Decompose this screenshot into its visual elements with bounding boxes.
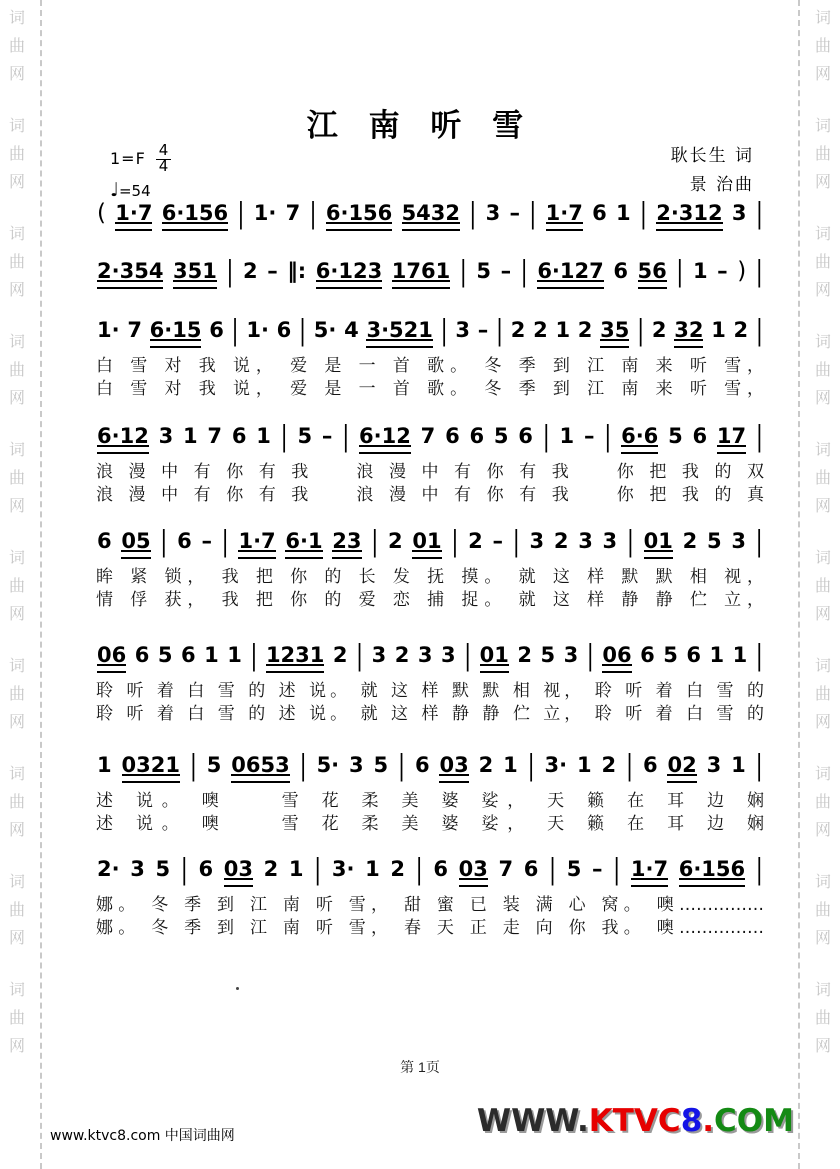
- barline: |: [464, 638, 472, 672]
- note-token: 6: [523, 857, 539, 881]
- note-token: 6: [180, 643, 196, 667]
- barline: |: [639, 196, 647, 230]
- watermark-char: 曲: [8, 684, 25, 703]
- note-token: 6: [276, 318, 292, 342]
- note-token: 3: [529, 529, 545, 553]
- note-token: 3: [578, 529, 593, 553]
- note-token: 5: [663, 643, 678, 667]
- barline: |: [231, 313, 239, 347]
- note-token: 5: [373, 753, 389, 777]
- barline: |: [299, 313, 307, 347]
- note-token: 2: [533, 318, 548, 342]
- note-token: 6: [613, 259, 628, 283]
- jianpu-notes-row: [96, 313, 764, 352]
- watermark-char: 词: [8, 548, 25, 567]
- note-token: 03: [438, 753, 469, 783]
- barline: |: [755, 419, 763, 453]
- barline: |: [512, 524, 520, 558]
- barline: |: [755, 852, 763, 886]
- note-token: 1·: [253, 201, 277, 225]
- lyric-line-1: 娜。 冬 季 到 江 南 听 雪， 甜 蜜 已 装 满 心 窝。 噢……………: [96, 895, 764, 915]
- note-token: 6: [686, 643, 701, 667]
- barline: |: [237, 196, 245, 230]
- note-token: 03: [458, 857, 489, 887]
- barline: |: [755, 313, 763, 347]
- note-token: –: [477, 318, 489, 342]
- note-token: 6: [518, 424, 533, 448]
- watermark-char: 曲: [814, 360, 831, 379]
- note-token: 6·156: [325, 201, 393, 231]
- time-signature-denominator: 4: [158, 156, 169, 175]
- note-token: –: [267, 259, 278, 283]
- ktvc8-logo: [477, 1103, 794, 1139]
- lyric-line-2: 聆 听 着 白 雪 的 述 说。 就 这 样 静 静 伫 立， 聆 听 着 白 雪 的: [96, 704, 764, 724]
- jianpu-notes-row: [96, 254, 764, 292]
- watermark-char: 网: [8, 820, 25, 839]
- note-token: 02: [666, 753, 697, 783]
- barline: |: [676, 254, 684, 288]
- note-token: 3: [731, 529, 746, 553]
- note-token: –: [509, 201, 521, 225]
- note-token: ): [737, 258, 747, 284]
- note-token: 6: [592, 201, 607, 225]
- watermark-char: 词: [814, 980, 831, 999]
- note-token: 06: [96, 643, 127, 673]
- note-token: –: [500, 259, 512, 283]
- watermark-char: 曲: [8, 576, 25, 595]
- barline: |: [250, 638, 258, 672]
- barline: |: [520, 254, 528, 288]
- note-token: 6: [177, 529, 192, 553]
- note-token: 1: [577, 753, 592, 777]
- note-token: –: [201, 529, 212, 553]
- note-token: 7: [127, 318, 142, 342]
- barline: |: [755, 748, 763, 782]
- watermark-char: 曲: [8, 468, 25, 487]
- note-token: 1·7: [237, 529, 276, 559]
- watermark-char: 词: [814, 440, 831, 459]
- note-token: 1: [503, 753, 518, 777]
- watermark-char: 词: [814, 116, 831, 135]
- lyric-line-2: 娜。 冬 季 到 江 南 听 雪， 春 天 正 走 向 你 我。 噢……………: [96, 918, 764, 938]
- watermark-char: 网: [814, 388, 831, 407]
- note-token: 6·156: [161, 201, 229, 231]
- note-token: 7: [207, 424, 223, 448]
- note-token: 2: [468, 529, 483, 553]
- watermark-char: 曲: [814, 252, 831, 271]
- note-token: 1231: [265, 643, 325, 673]
- note-token: 6·156: [678, 857, 746, 887]
- watermark-char: 曲: [8, 360, 25, 379]
- barline: |: [626, 748, 634, 782]
- note-token: 1: [204, 643, 219, 667]
- note-token: 6: [692, 424, 708, 448]
- note-token: 5432: [401, 201, 461, 231]
- note-token: 3: [349, 753, 364, 777]
- note-token: 3: [371, 643, 387, 667]
- barline: |: [755, 524, 763, 558]
- note-token: 3·: [544, 753, 568, 777]
- note-token: 3: [602, 529, 618, 553]
- lyric-line-1: 浪 漫 中 有 你 有 我 浪 漫 中 有 你 有 我 你 把 我 的 双: [96, 462, 764, 482]
- note-token: 6·1: [284, 529, 323, 559]
- watermark-char: 网: [8, 64, 25, 83]
- lyric-line-1: 白 雪 对 我 说， 爱 是 一 首 歌。 冬 季 到 江 南 来 听 雪，: [96, 356, 764, 376]
- barline: |: [226, 254, 234, 288]
- barline: |: [529, 196, 537, 230]
- note-token: 5: [706, 529, 722, 553]
- watermark-char: 曲: [814, 684, 831, 703]
- note-token: 1: [692, 259, 708, 283]
- barline: |: [604, 419, 612, 453]
- music-system: [96, 419, 764, 507]
- watermark-char: 词: [8, 224, 25, 243]
- note-token: 5: [566, 857, 582, 881]
- note-token: 3: [485, 201, 501, 225]
- note-token: 3: [417, 643, 433, 667]
- watermark-char: 网: [8, 604, 25, 623]
- note-token: 351: [172, 259, 218, 289]
- note-token: 6: [209, 318, 224, 342]
- watermark-char: 词: [8, 116, 25, 135]
- watermark-char: 曲: [814, 468, 831, 487]
- note-token: 23: [331, 529, 362, 559]
- barline: |: [299, 748, 307, 782]
- note-token: –: [717, 259, 728, 283]
- watermark-char: 词: [814, 8, 831, 27]
- note-token: 3: [563, 643, 579, 667]
- note-token: 1: [227, 643, 242, 667]
- note-token: 6: [198, 857, 214, 881]
- note-token: 1: [365, 857, 380, 881]
- barline: |: [626, 524, 634, 558]
- watermark-char: 网: [814, 64, 831, 83]
- music-system: [96, 524, 764, 612]
- note-token: 5: [155, 857, 171, 881]
- barline: |: [549, 852, 557, 886]
- page-number: 第 1页: [400, 1059, 440, 1075]
- note-token: 1: [709, 643, 725, 667]
- watermark-char: 词: [8, 980, 25, 999]
- note-token: 7: [420, 424, 436, 448]
- note-token: 01: [479, 643, 510, 673]
- note-token: 6: [134, 643, 150, 667]
- note-token: 1·: [246, 318, 269, 342]
- note-token: 6·6: [620, 424, 659, 454]
- note-token: 2: [682, 529, 698, 553]
- barline: |: [586, 638, 594, 672]
- watermark-char: 曲: [814, 1008, 831, 1027]
- watermark-char: 网: [814, 280, 831, 299]
- watermark-char: 网: [8, 928, 25, 947]
- watermark-char: 词: [814, 548, 831, 567]
- barline: |: [398, 748, 406, 782]
- watermark-char: 词: [814, 656, 831, 675]
- note-token: 1: [97, 753, 112, 777]
- note-token: 01: [643, 529, 674, 559]
- note-token: 5: [668, 424, 683, 448]
- note-token: 2: [394, 643, 410, 667]
- note-token: 6: [640, 643, 655, 667]
- note-token: 6: [469, 424, 485, 448]
- music-system: [96, 852, 764, 940]
- note-token: 6: [642, 753, 658, 777]
- watermark-char: 网: [814, 1036, 831, 1055]
- watermark-char: 网: [8, 1036, 25, 1055]
- barline: |: [637, 313, 645, 347]
- note-token: 56: [637, 259, 668, 289]
- note-token: 6·123: [315, 259, 383, 289]
- note-token: 1·7: [114, 201, 153, 231]
- note-token: 3: [158, 424, 174, 448]
- note-token: 1: [559, 424, 575, 448]
- note-token: 6·127: [536, 259, 604, 289]
- barline: |: [451, 524, 459, 558]
- note-token: 1: [183, 424, 198, 448]
- barline: |: [180, 852, 188, 886]
- watermark-char: 网: [814, 604, 831, 623]
- watermark-char: 词: [8, 656, 25, 675]
- song-title: 江 南 听 雪: [306, 108, 534, 144]
- barline: |: [309, 196, 317, 230]
- note-token: 06: [601, 643, 632, 673]
- watermark-char: 曲: [814, 36, 831, 55]
- note-token: 1·7: [545, 201, 584, 231]
- time-signature-numerator: 4: [156, 141, 172, 160]
- logo-segment: KTVC: [588, 1103, 681, 1139]
- note-token: 5: [540, 643, 556, 667]
- note-token: 2: [510, 318, 526, 342]
- note-token: –: [321, 424, 333, 448]
- repeat-sign: ‖:: [287, 259, 307, 283]
- barline: |: [160, 524, 168, 558]
- barline: |: [440, 313, 448, 347]
- watermark-char: 词: [814, 764, 831, 783]
- barline: |: [755, 254, 763, 288]
- note-token: 6: [231, 424, 247, 448]
- watermark-char: 词: [8, 764, 25, 783]
- note-token: 1: [731, 753, 746, 777]
- lyric-line-2: 述 说。 噢 雪 花 柔 美 婆 娑， 天 籁 在 耳 边 娴: [96, 814, 764, 834]
- watermark-char: 曲: [814, 792, 831, 811]
- watermark-char: 网: [814, 496, 831, 515]
- watermark-char: 曲: [8, 144, 25, 163]
- note-token: 1·7: [630, 857, 669, 887]
- watermark-char: 曲: [8, 900, 25, 919]
- logo-segment: .: [702, 1103, 715, 1139]
- note-token: 2: [478, 753, 494, 777]
- watermark-char: 曲: [8, 792, 25, 811]
- jianpu-notes-row: [96, 419, 764, 458]
- barline: |: [755, 638, 763, 672]
- note-token: 3: [455, 318, 471, 342]
- note-token: 05: [120, 529, 151, 559]
- note-token: 2: [388, 529, 403, 553]
- note-token: –: [583, 424, 595, 448]
- watermark-char: 曲: [8, 36, 25, 55]
- watermark-char: 曲: [8, 1008, 25, 1027]
- note-token: 2: [601, 753, 617, 777]
- watermark-char: 网: [814, 928, 831, 947]
- note-token: 2: [553, 529, 569, 553]
- note-token: 6: [433, 857, 448, 881]
- barline: |: [280, 419, 288, 453]
- note-token: –: [492, 529, 503, 553]
- note-token: 5: [476, 259, 492, 283]
- composer-credit: 景 治曲: [689, 175, 754, 195]
- lyric-line-1: 眸 紧 锁， 我 把 你 的 长 发 抚 摸。 就 这 样 默 默 相 视，: [96, 567, 764, 587]
- note-token: 2·354: [96, 259, 164, 289]
- watermark-char: 曲: [814, 576, 831, 595]
- note-token: 1: [256, 424, 271, 448]
- watermark-char: 网: [8, 712, 25, 731]
- note-token: 5: [157, 643, 173, 667]
- watermark-char: 曲: [814, 144, 831, 163]
- lyric-line-2: 白 雪 对 我 说， 爱 是 一 首 歌。 冬 季 到 江 南 来 听 雪，: [96, 379, 764, 399]
- barline: |: [356, 638, 364, 672]
- tempo-value: =54: [118, 181, 151, 200]
- note-token: 3·: [331, 857, 355, 881]
- note-token: 0321: [121, 753, 181, 783]
- barline: |: [459, 254, 467, 288]
- barline: |: [542, 419, 550, 453]
- logo-segment: WWW.: [476, 1103, 589, 1139]
- note-token: 2·: [97, 857, 120, 881]
- music-system: [96, 313, 764, 401]
- note-token: 1: [732, 643, 748, 667]
- lyric-line-1: 述 说。 噢 雪 花 柔 美 婆 娑， 天 籁 在 耳 边 娴: [96, 791, 764, 811]
- music-system: [96, 254, 764, 292]
- note-token: 7: [498, 857, 514, 881]
- watermark-char: 网: [814, 820, 831, 839]
- barline: |: [755, 196, 763, 230]
- watermark-char: 网: [814, 712, 831, 731]
- note-token: 6·12: [358, 424, 412, 454]
- jianpu-notes-row: [96, 852, 764, 891]
- note-token: 3: [440, 643, 456, 667]
- note-token: 2: [651, 318, 667, 342]
- watermark-char: 网: [814, 172, 831, 191]
- music-system: [96, 748, 764, 836]
- note-token: 2: [243, 259, 258, 283]
- lyricist-credit: 耿长生 词: [670, 146, 754, 166]
- barline: |: [314, 852, 322, 886]
- note-token: 3: [706, 753, 722, 777]
- watermark-char: 词: [814, 332, 831, 351]
- note-token: 3·521: [365, 318, 433, 348]
- note-token: 32: [673, 318, 704, 348]
- note-token: 1: [711, 318, 726, 342]
- note-token: 2: [390, 857, 405, 881]
- note-token: 2·312: [655, 201, 723, 231]
- watermark-char: 网: [8, 496, 25, 515]
- note-token: 2: [517, 643, 533, 667]
- note-token: 3: [731, 201, 747, 225]
- barline: |: [613, 852, 621, 886]
- logo-segment: 8: [680, 1103, 703, 1139]
- watermark-char: 词: [8, 440, 25, 459]
- note-token: 1·: [97, 318, 120, 342]
- watermark-char: 词: [814, 224, 831, 243]
- barline: |: [469, 196, 477, 230]
- jianpu-notes-row: [96, 748, 764, 787]
- note-token: 01: [411, 529, 442, 559]
- music-system: [96, 196, 764, 234]
- note-token: 7: [285, 201, 301, 225]
- site-text: www.ktvc8.com 中国词曲网: [50, 1128, 235, 1144]
- note-token: 17: [716, 424, 747, 454]
- note-token: 1: [288, 857, 304, 881]
- watermark-char: 曲: [814, 900, 831, 919]
- note-token: 1: [615, 201, 631, 225]
- note-token: 5·: [313, 318, 337, 342]
- jianpu-notes-row: [96, 524, 764, 563]
- note-token: 1: [555, 318, 571, 342]
- note-token: –: [592, 857, 603, 881]
- note-token: 5: [297, 424, 313, 448]
- quarter-note-icon: ♩: [110, 178, 119, 201]
- watermark-char: 曲: [8, 252, 25, 271]
- watermark-char: 词: [8, 332, 25, 351]
- logo-segment: COM: [714, 1103, 794, 1139]
- note-token: 35: [599, 318, 630, 348]
- note-token: 6·12: [96, 424, 150, 454]
- barline: |: [189, 748, 197, 782]
- note-token: 2: [577, 318, 593, 342]
- barline: |: [415, 852, 423, 886]
- barline: |: [221, 524, 229, 558]
- lyric-line-2: 浪 漫 中 有 你 有 我 浪 漫 中 有 你 有 我 你 把 我 的 真: [96, 485, 764, 505]
- note-token: 6·15: [149, 318, 203, 348]
- watermark-char: 网: [8, 280, 25, 299]
- barline: |: [527, 748, 535, 782]
- watermark-char: 网: [8, 388, 25, 407]
- jianpu-notes-row: [96, 638, 764, 677]
- jianpu-notes-row: [96, 196, 764, 234]
- watermark-char: 网: [8, 172, 25, 191]
- note-token: 6: [445, 424, 460, 448]
- note-token: 6: [414, 753, 430, 777]
- note-token: (: [97, 200, 106, 226]
- note-token: 0653: [230, 753, 290, 783]
- note-token: 3: [130, 857, 145, 881]
- key-signature: 1=F: [110, 149, 146, 169]
- note-token: 5·: [316, 753, 340, 777]
- note-token: 03: [223, 857, 254, 887]
- note-token: 1761: [391, 259, 451, 289]
- note-token: 2: [733, 318, 749, 342]
- note-token: 6: [97, 529, 112, 553]
- music-system: [96, 638, 764, 726]
- barline: |: [495, 313, 504, 347]
- watermark-char: 词: [8, 872, 25, 891]
- watermark-char: 词: [814, 872, 831, 891]
- note-token: 4: [344, 318, 359, 342]
- watermark-char: 词: [8, 8, 25, 27]
- stray-ink-dot: [236, 987, 239, 990]
- barline: |: [342, 419, 350, 453]
- note-token: 2: [263, 857, 279, 881]
- lyric-line-2: 情 俘 获， 我 把 你 的 爱 恋 捕 捉。 就 这 样 静 静 伫 立，: [96, 590, 764, 610]
- barline: |: [371, 524, 379, 558]
- note-token: 2: [332, 643, 348, 667]
- note-token: 5: [206, 753, 222, 777]
- note-token: 5: [493, 424, 509, 448]
- lyric-line-1: 聆 听 着 白 雪 的 述 说。 就 这 样 默 默 相 视， 聆 听 着 白 雪 的: [96, 681, 764, 701]
